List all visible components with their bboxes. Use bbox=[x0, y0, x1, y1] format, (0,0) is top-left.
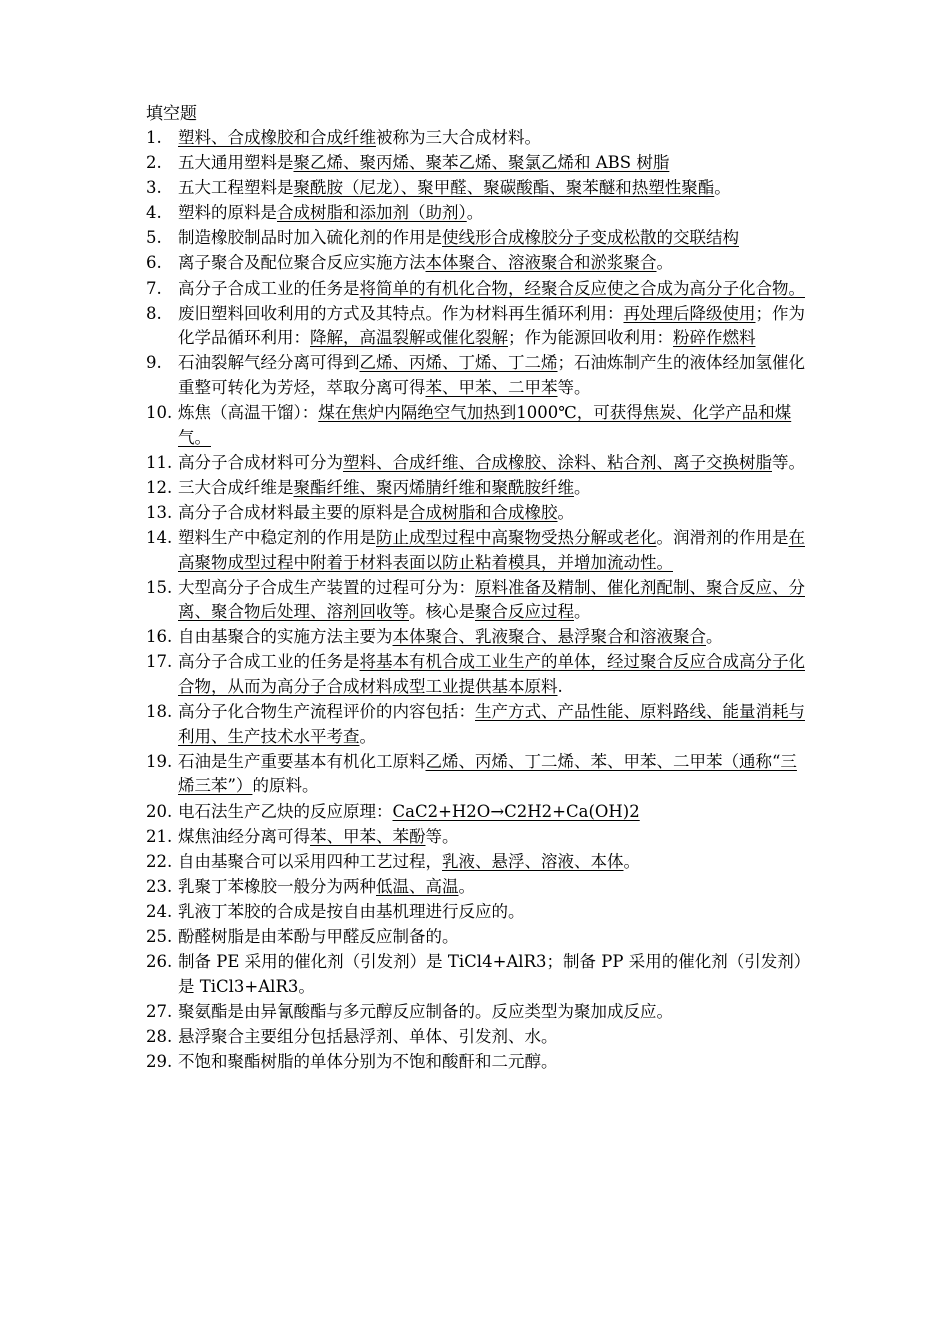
question-text: 不饱和聚酯树脂的单体分别为不饱和酸酐和二元醇。 bbox=[178, 1051, 558, 1071]
question-text: 石油裂解气经分离可得到 bbox=[178, 353, 360, 373]
question-text: ；石油炼制产生的液体经加氢催化重整可转化为芳烃，萃取分离可得 bbox=[178, 353, 805, 397]
item-number: 16. bbox=[146, 627, 173, 647]
question-text: 。 bbox=[574, 602, 591, 622]
list-item bbox=[146, 1025, 811, 1050]
item-number: 1. bbox=[146, 128, 162, 147]
question-text: 电石法生产乙炔的反应原理： bbox=[178, 801, 393, 821]
item-number: 18. bbox=[146, 702, 173, 722]
list-item bbox=[146, 226, 811, 251]
answer-text: 苯、甲苯、苯酚 bbox=[310, 826, 426, 846]
item-number: 12. bbox=[146, 477, 173, 497]
question-text: 等。 bbox=[557, 377, 591, 397]
answer-text: 使线形合成橡胶分子变成松散的交联结构 bbox=[442, 228, 739, 248]
answer-text: 乳液、悬浮、溶液、本体 bbox=[442, 851, 624, 871]
item-number: 4. bbox=[146, 203, 162, 223]
item-number: 22. bbox=[146, 851, 173, 871]
list-item bbox=[146, 625, 811, 650]
item-number: 27. bbox=[146, 1001, 173, 1021]
question-text: 制备 PE 采用的催化剂（引发剂）是 TiCl4+AlR3；制备 PP 采用的催化剂（引发剂）是 TiCl3+AlR3。 bbox=[178, 952, 811, 996]
question-text: 被称为三大合成材料。 bbox=[376, 128, 541, 147]
question-text: 五大工程塑料是 bbox=[178, 178, 294, 198]
answer-text: 聚酯纤维、聚丙烯腈纤维和聚酰胺纤维 bbox=[293, 477, 574, 497]
item-number: 15. bbox=[146, 577, 173, 597]
item-number: 10. bbox=[146, 403, 173, 423]
answer-text: 煤在焦炉内隔绝空气加热到1000℃，可获得焦炭、化学产品和煤气。 bbox=[178, 403, 792, 447]
question-text: 五大通用塑料是 bbox=[178, 153, 294, 173]
question-text: ；作为能源回收利用： bbox=[508, 328, 673, 348]
question-text: 。 bbox=[656, 253, 673, 273]
list-item bbox=[146, 176, 811, 201]
answer-text: 塑料、合成橡胶和合成纤维 bbox=[178, 128, 376, 147]
answer-text: 本体聚合、溶液聚合和淤浆聚合 bbox=[425, 253, 657, 273]
question-text: 。 bbox=[623, 851, 640, 871]
item-number: 26. bbox=[146, 952, 173, 972]
list-item bbox=[146, 251, 811, 276]
answer-text: 在高聚物成型过程中附着于材料表面以防止粘着模具，并增加流动性。 bbox=[178, 528, 805, 572]
question-text: 。润滑剂的作用是 bbox=[656, 528, 789, 547]
answer-text: 塑料、合成纤维、合成橡胶、涂料、粘合剂、离子交换树脂 bbox=[343, 452, 772, 472]
item-number: 23. bbox=[146, 876, 173, 896]
item-number: 29. bbox=[146, 1051, 173, 1071]
question-text: 的原料。 bbox=[252, 776, 319, 796]
answer-text: 合成树脂和添加剂（助剂） bbox=[277, 203, 467, 223]
list-item bbox=[146, 201, 811, 226]
question-text: 。 bbox=[359, 726, 376, 746]
item-number: 19. bbox=[146, 751, 173, 771]
question-text: 悬浮聚合主要组分包括悬浮剂、单体、引发剂、水。 bbox=[178, 1026, 558, 1046]
list-item bbox=[146, 950, 811, 999]
question-text: . bbox=[557, 677, 563, 697]
question-text: 高分子合成材料最主要的原料是 bbox=[178, 502, 409, 522]
question-text: 酚醛树脂是由苯酚与甲醛反应制备的。 bbox=[178, 927, 459, 946]
question-text: 高分子合成工业的任务是 bbox=[178, 278, 360, 298]
question-text: 。 bbox=[458, 876, 475, 896]
list-item bbox=[146, 351, 811, 400]
question-text: ；作为化学品循环利用： bbox=[178, 303, 805, 348]
question-text: 乳聚丁苯橡胶一般分为两种 bbox=[178, 876, 376, 896]
answer-text: 将基本有机合成工业生产的单体，经过聚合反应合成高分子化合物，从而为高分子合成材料成型工业提供基本原料 bbox=[178, 652, 805, 697]
question-text: 自由基聚合可以采用四种工艺过程， bbox=[178, 851, 442, 871]
question-text: 等。 bbox=[425, 826, 459, 846]
answer-text: 聚乙烯、聚丙烯、聚苯乙烯、聚氯乙烯和 ABS 树脂 bbox=[293, 153, 670, 173]
list-item bbox=[146, 750, 811, 799]
item-number: 20. bbox=[146, 801, 173, 821]
question-text: 三大合成纤维是 bbox=[178, 477, 294, 497]
question-text: 炼焦（高温干馏）： bbox=[178, 403, 319, 423]
answer-text: 乙烯、丙烯、丁烯、丁二烯 bbox=[359, 353, 558, 373]
item-number: 6. bbox=[146, 253, 162, 273]
question-text: 。 bbox=[574, 477, 591, 497]
answer-text: 聚酰胺（尼龙）、聚甲醛、聚碳酸酯、聚苯醚和热塑性聚酯 bbox=[293, 178, 715, 198]
question-text: 。 bbox=[557, 502, 574, 522]
question-text: 。 bbox=[714, 178, 731, 198]
question-text: 高分子合成工业的任务是 bbox=[178, 652, 360, 672]
answer-text: 降解，高温裂解或催化裂解 bbox=[310, 328, 508, 348]
item-number: 8. bbox=[146, 303, 162, 323]
list-item bbox=[146, 576, 811, 625]
question-text: 制造橡胶制品时加入硫化剂的作用是 bbox=[178, 228, 442, 248]
question-text: 高分子化合物生产流程评价的内容包括： bbox=[178, 702, 475, 722]
item-number: 7. bbox=[146, 278, 162, 298]
list-item bbox=[146, 800, 811, 825]
item-number: 28. bbox=[146, 1026, 173, 1046]
answer-text: 再处理后降级使用 bbox=[623, 303, 756, 323]
question-text: 大型高分子合成生产装置的过程可分为： bbox=[178, 577, 475, 597]
answer-text: 生产方式、产品性能、原料路线、能量消耗与利用、生产技术水平考查 bbox=[178, 702, 805, 746]
list-item bbox=[146, 825, 811, 850]
item-number: 5. bbox=[146, 228, 162, 248]
list-item bbox=[146, 451, 811, 476]
question-text: 。 bbox=[466, 203, 484, 223]
list-item bbox=[146, 900, 811, 925]
list-item bbox=[146, 1050, 811, 1075]
question-text: 聚氨酯是由异氰酸酯与多元醇反应制备的。反应类型为聚加成反应。 bbox=[178, 1001, 673, 1021]
question-text: 高分子合成材料可分为 bbox=[178, 452, 343, 472]
question-text: 石油是生产重要基本有机化工原料 bbox=[178, 751, 426, 771]
list-item bbox=[146, 302, 811, 351]
question-text: 。核心是 bbox=[409, 602, 475, 622]
answer-text: 本体聚合、乳液聚合、悬浮聚合和溶液聚合 bbox=[392, 627, 706, 647]
list-item bbox=[146, 1000, 811, 1025]
answer-text: 粉碎作燃料 bbox=[673, 328, 756, 348]
item-number: 14. bbox=[146, 528, 173, 547]
question-text: 。 bbox=[706, 627, 723, 647]
list-item bbox=[146, 126, 811, 151]
item-number: 21. bbox=[146, 826, 173, 846]
question-text: 离子聚合及配位聚合反应实施方法 bbox=[178, 253, 426, 273]
list-item bbox=[146, 277, 811, 302]
list-item bbox=[146, 875, 811, 900]
item-number: 24. bbox=[146, 901, 173, 921]
list-item bbox=[146, 151, 811, 176]
answer-text: 原料准备及精制、催化剂配制、聚合反应、分离、聚合物后处理、溶剂回收等 bbox=[178, 577, 805, 622]
item-number: 11. bbox=[146, 452, 173, 472]
item-number: 9. bbox=[146, 353, 162, 373]
list-item bbox=[146, 850, 811, 875]
answer-text: 低温、高温 bbox=[376, 876, 459, 896]
question-text: 废旧塑料回收利用的方式及其特点。作为材料再生循环利用： bbox=[178, 303, 624, 323]
list-item bbox=[146, 700, 811, 749]
question-text: 自由基聚合的实施方法主要为 bbox=[178, 627, 393, 647]
question-text: 塑料的原料是 bbox=[178, 203, 277, 223]
item-number: 25. bbox=[146, 927, 173, 946]
item-number: 2. bbox=[146, 153, 162, 173]
answer-text: 将简单的有机化合物，经聚合反应使之合成为高分子化合物。 bbox=[359, 278, 805, 298]
answer-text: 合成树脂和合成橡胶 bbox=[409, 502, 558, 522]
question-text: 塑料生产中稳定剂的作用是 bbox=[178, 528, 376, 547]
answer-text: 乙烯、丙烯、丁二烯、苯、甲苯、二甲苯（通称“三烯三苯”） bbox=[178, 751, 797, 796]
list-item bbox=[146, 526, 811, 575]
answer-text: 苯、甲苯、二甲苯 bbox=[425, 377, 558, 397]
list-item bbox=[146, 501, 811, 526]
question-list bbox=[146, 126, 811, 1075]
list-item bbox=[146, 476, 811, 501]
answer-text: 防止成型过程中高聚物受热分解或老化 bbox=[376, 528, 657, 547]
list-item bbox=[146, 401, 811, 450]
answer-text: CaC2+H2O→C2H2+Ca(OH)2 bbox=[392, 801, 640, 821]
question-text: 乳液丁苯胶的合成是按自由基机理进行反应的。 bbox=[178, 901, 525, 921]
page-title: 填空题 bbox=[146, 104, 197, 124]
item-number: 13. bbox=[146, 502, 173, 522]
item-number: 3. bbox=[146, 178, 162, 198]
list-item bbox=[146, 925, 811, 950]
list-item bbox=[146, 650, 811, 699]
question-text: 等。 bbox=[772, 452, 805, 472]
answer-text: 聚合反应过程 bbox=[475, 602, 574, 622]
item-number: 17. bbox=[146, 652, 173, 672]
question-text: 煤焦油经分离可得 bbox=[178, 826, 310, 846]
